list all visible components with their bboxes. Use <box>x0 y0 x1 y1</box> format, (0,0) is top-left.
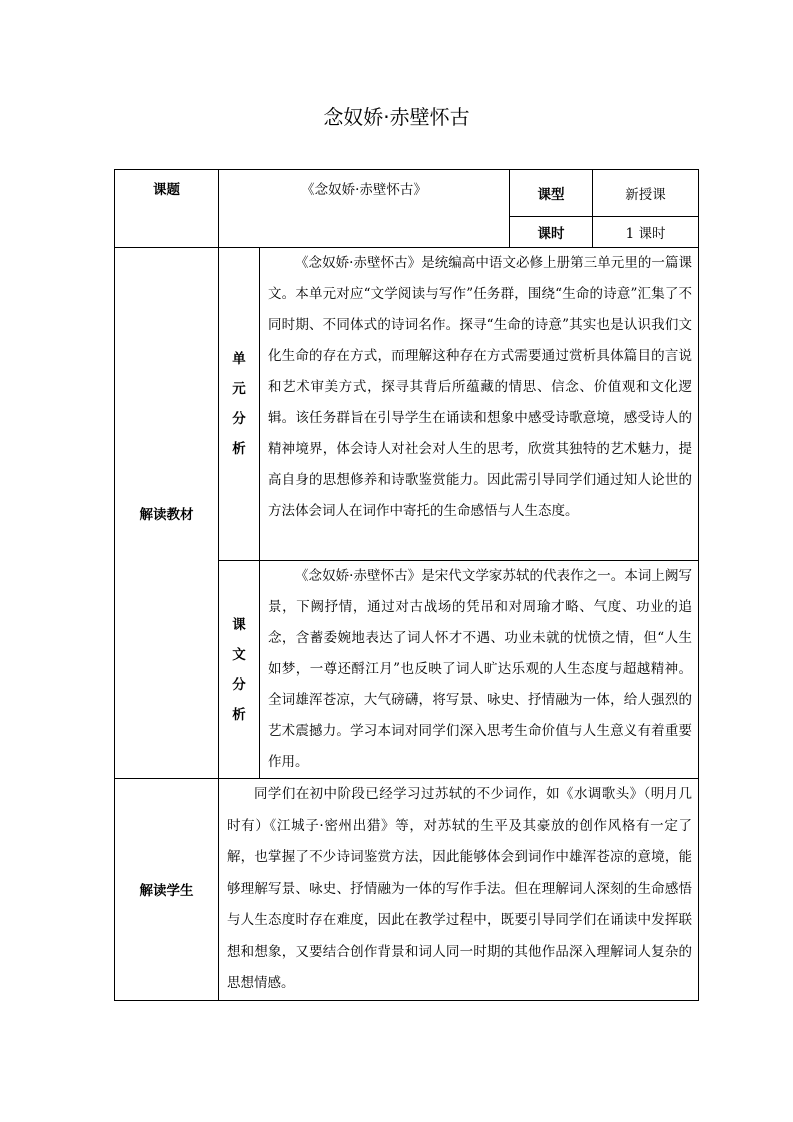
lesson-type-label: 课型 <box>510 170 593 217</box>
lesson-type-value: 新授课 <box>593 170 699 217</box>
topic-value: 《念奴娇·赤壁怀古》 <box>219 170 510 248</box>
textbook-section-label: 解读教材 <box>115 248 219 779</box>
students-analysis-cell <box>219 779 699 1001</box>
lesson-plan-table <box>114 169 699 1001</box>
students-row <box>115 779 699 1001</box>
topic-row <box>115 170 699 217</box>
lesson-hours-label: 课时 <box>510 217 593 248</box>
lesson-hours-value: 1 课时 <box>593 217 699 248</box>
unit-analysis-row <box>115 248 699 561</box>
unit-analysis-text: 《念奴娇·赤壁怀古》是统编高中语文必修上册第三单元里的一篇课文。本单元对应“文学阅读与写作”任务群，围绕“生命的诗意”汇集了不同时期、不同体式的诗词名作。探寻“生命的诗意”其实也是认识我们文化生命的存在方式，而理解这种存在方式需要通过赏析具体篇目的言说和艺术审美方式，探寻其背后所蕴藏的情思、信念、价值观和文化逻辑。该任务群旨在引导学生在诵读和想象中感受诗歌意境，感受诗人的精神境界，体会诗人对社会对人生的思考，欣赏其独特的艺术魅力，提高自身的思想修养和诗歌鉴赏能力。因此需引导同学们通过知人论世的方法体会词人在词作中寄托的生命感悟与人生态度。 <box>268 255 693 519</box>
students-analysis-text: 同学们在初中阶段已经学习过苏轼的不少词作，如《水调歌头》（明月几时有）《江城子·密州出猎》等，对苏轼的生平及其豪放的创作风格有一定了解，也掌握了不少诗词鉴赏方法，因此能够体会到词作中雄浑苍凉的意境，能够理解写景、咏史、抒情融为一体的写作手法。但在理解词人深刻的生命感悟与人生态度时存在难度，因此在教学过程中，既要引导同学们在诵读中发挥联想和想象，又要结合创作背景和词人同一时期的其他作品深入理解词人复杂的思想情感。 <box>227 786 693 991</box>
text-analysis-label: 课 文 分 析 <box>219 561 260 779</box>
text-analysis-cell <box>260 561 699 779</box>
students-section-label: 解读学生 <box>115 779 219 1001</box>
text-analysis-text: 《念奴娇·赤壁怀古》是宋代文学家苏轼的代表作之一。本词上阙写景，下阙抒情，通过对古战场的凭吊和对周瑜才略、气度、功业的追念，含蓄委婉地表达了词人怀才不遇、功业未就的忧愤之情，但“人生如梦，一尊还酹江月”也反映了词人旷达乐观的人生态度与超越精神。全词雄浑苍凉，大气磅礴，将写景、咏史、抒情融为一体，给人强烈的艺术震撼力。学习本词对同学们深入思考生命价值与人生意义有着重要作用。 <box>268 568 693 770</box>
topic-label: 课题 <box>115 170 219 248</box>
page-title: 念奴娇·赤壁怀古 <box>323 105 470 129</box>
unit-analysis-cell <box>260 248 699 561</box>
unit-analysis-label: 单 元 分 析 <box>219 248 260 561</box>
